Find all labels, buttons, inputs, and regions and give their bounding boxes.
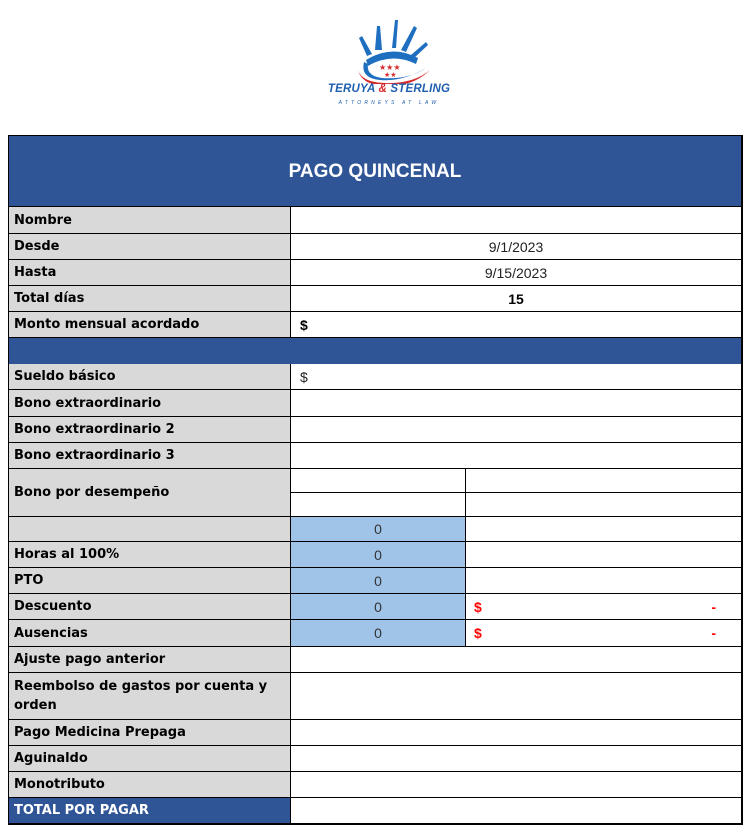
- reembolso-input[interactable]: [291, 673, 741, 720]
- label-ajuste: Ajuste pago anterior: [9, 647, 291, 673]
- monto-mensual-input[interactable]: [291, 312, 741, 338]
- logo-wordmark: TERUYA & STERLING: [327, 83, 451, 95]
- label-ausencias: Ausencias: [9, 620, 291, 647]
- currency-symbol: $: [474, 598, 482, 615]
- row-descuento: [8, 594, 743, 620]
- label-hasta: Hasta: [9, 260, 291, 286]
- bono-desempeno-qty-1[interactable]: [291, 469, 466, 493]
- row-blank: [8, 517, 743, 542]
- row-bono-extra-3: [8, 443, 743, 469]
- row-reembolso: [8, 673, 743, 720]
- row-horas-100: [8, 542, 743, 568]
- row-bono-extra-2: [8, 417, 743, 443]
- pto-qty-input[interactable]: 0: [291, 568, 466, 594]
- descuento-amount[interactable]: [466, 594, 741, 620]
- currency-symbol: $: [300, 368, 308, 385]
- bono-extra-3-input[interactable]: [291, 443, 741, 469]
- label-bono-extra-2: Bono extraordinario 2: [9, 417, 291, 443]
- label-descuento: Descuento: [9, 594, 291, 620]
- label-medicina: Pago Medicina Prepaga: [9, 720, 291, 746]
- row-ajuste: [8, 647, 743, 673]
- currency-symbol: $: [300, 316, 308, 333]
- label-horas-100: Horas al 100%: [9, 542, 291, 568]
- section-divider: [8, 338, 743, 364]
- row-monotributo: [8, 772, 743, 798]
- horas-100-qty-input[interactable]: 0: [291, 542, 466, 568]
- svg-text:★★★: ★★★: [379, 63, 401, 72]
- ajuste-input[interactable]: [291, 647, 741, 673]
- ausencias-amount[interactable]: [466, 620, 741, 647]
- nombre-input[interactable]: [291, 207, 741, 234]
- monotributo-input[interactable]: [291, 772, 741, 798]
- row-hasta: [8, 260, 743, 286]
- bono-extra-1-input[interactable]: [291, 390, 741, 417]
- bono-extra-2-input[interactable]: [291, 417, 741, 443]
- page-title: PAGO QUINCENAL: [288, 160, 462, 182]
- label-bono-extra-1: Bono extraordinario: [9, 390, 291, 417]
- label-sueldo-basico: Sueldo básico: [9, 364, 291, 390]
- total-dias-value[interactable]: 15: [291, 286, 741, 312]
- company-logo: [322, 20, 456, 112]
- row-desde: [8, 234, 743, 260]
- svg-text:★★: ★★: [384, 71, 397, 79]
- medicina-input[interactable]: [291, 720, 741, 746]
- label-aguinaldo: Aguinaldo: [9, 746, 291, 772]
- sheet-header: [8, 135, 743, 207]
- label-bono-desempeno: Bono por desempeño: [9, 469, 291, 517]
- bono-desempeno-amount-2[interactable]: [466, 493, 741, 517]
- row-nombre: [8, 207, 743, 234]
- bono-desempeno-qty-2[interactable]: [291, 493, 466, 517]
- ausencias-qty-input[interactable]: 0: [291, 620, 466, 647]
- currency-symbol: $: [474, 625, 482, 641]
- pto-amount[interactable]: [466, 568, 741, 594]
- label-blank: [9, 517, 291, 542]
- blank-qty-input[interactable]: 0: [291, 517, 466, 542]
- row-medicina: [8, 720, 743, 746]
- label-reembolso: Reembolso de gastos por cuenta y orden: [9, 673, 291, 720]
- ausencias-amount-value: -: [711, 625, 716, 641]
- sueldo-basico-input[interactable]: [291, 364, 741, 390]
- logo-tagline: ATTORNEYS AT LAW: [338, 100, 440, 106]
- horas-100-amount[interactable]: [466, 542, 741, 568]
- row-total: [8, 798, 743, 825]
- desde-date-input[interactable]: 9/1/2023: [291, 234, 741, 260]
- descuento-qty-input[interactable]: 0: [291, 594, 466, 620]
- label-total-por-pagar: TOTAL POR PAGAR: [9, 798, 291, 825]
- row-monto-mensual: [8, 312, 743, 338]
- row-pto: [8, 568, 743, 594]
- label-nombre: Nombre: [9, 207, 291, 234]
- label-pto: PTO: [9, 568, 291, 594]
- descuento-amount-value: -: [711, 598, 716, 615]
- row-bono-desempeno: [8, 469, 743, 517]
- row-aguinaldo: [8, 746, 743, 772]
- label-total-dias: Total días: [9, 286, 291, 312]
- label-bono-extra-3: Bono extraordinario 3: [9, 443, 291, 469]
- label-monto-mensual: Monto mensual acordado: [9, 312, 291, 338]
- total-por-pagar-value[interactable]: [291, 798, 741, 825]
- aguinaldo-input[interactable]: [291, 746, 741, 772]
- blank-amount[interactable]: [466, 517, 741, 542]
- row-total-dias: [8, 286, 743, 312]
- payroll-sheet: [8, 135, 743, 825]
- statue-of-liberty-crown-icon: [322, 20, 456, 84]
- bono-desempeno-amount-1[interactable]: [466, 469, 741, 493]
- row-bono-extra-1: [8, 390, 743, 417]
- label-monotributo: Monotributo: [9, 772, 291, 798]
- row-ausencias: [8, 620, 743, 647]
- hasta-date-input[interactable]: 9/15/2023: [291, 260, 741, 286]
- row-sueldo-basico: [8, 364, 743, 390]
- label-desde: Desde: [9, 234, 291, 260]
